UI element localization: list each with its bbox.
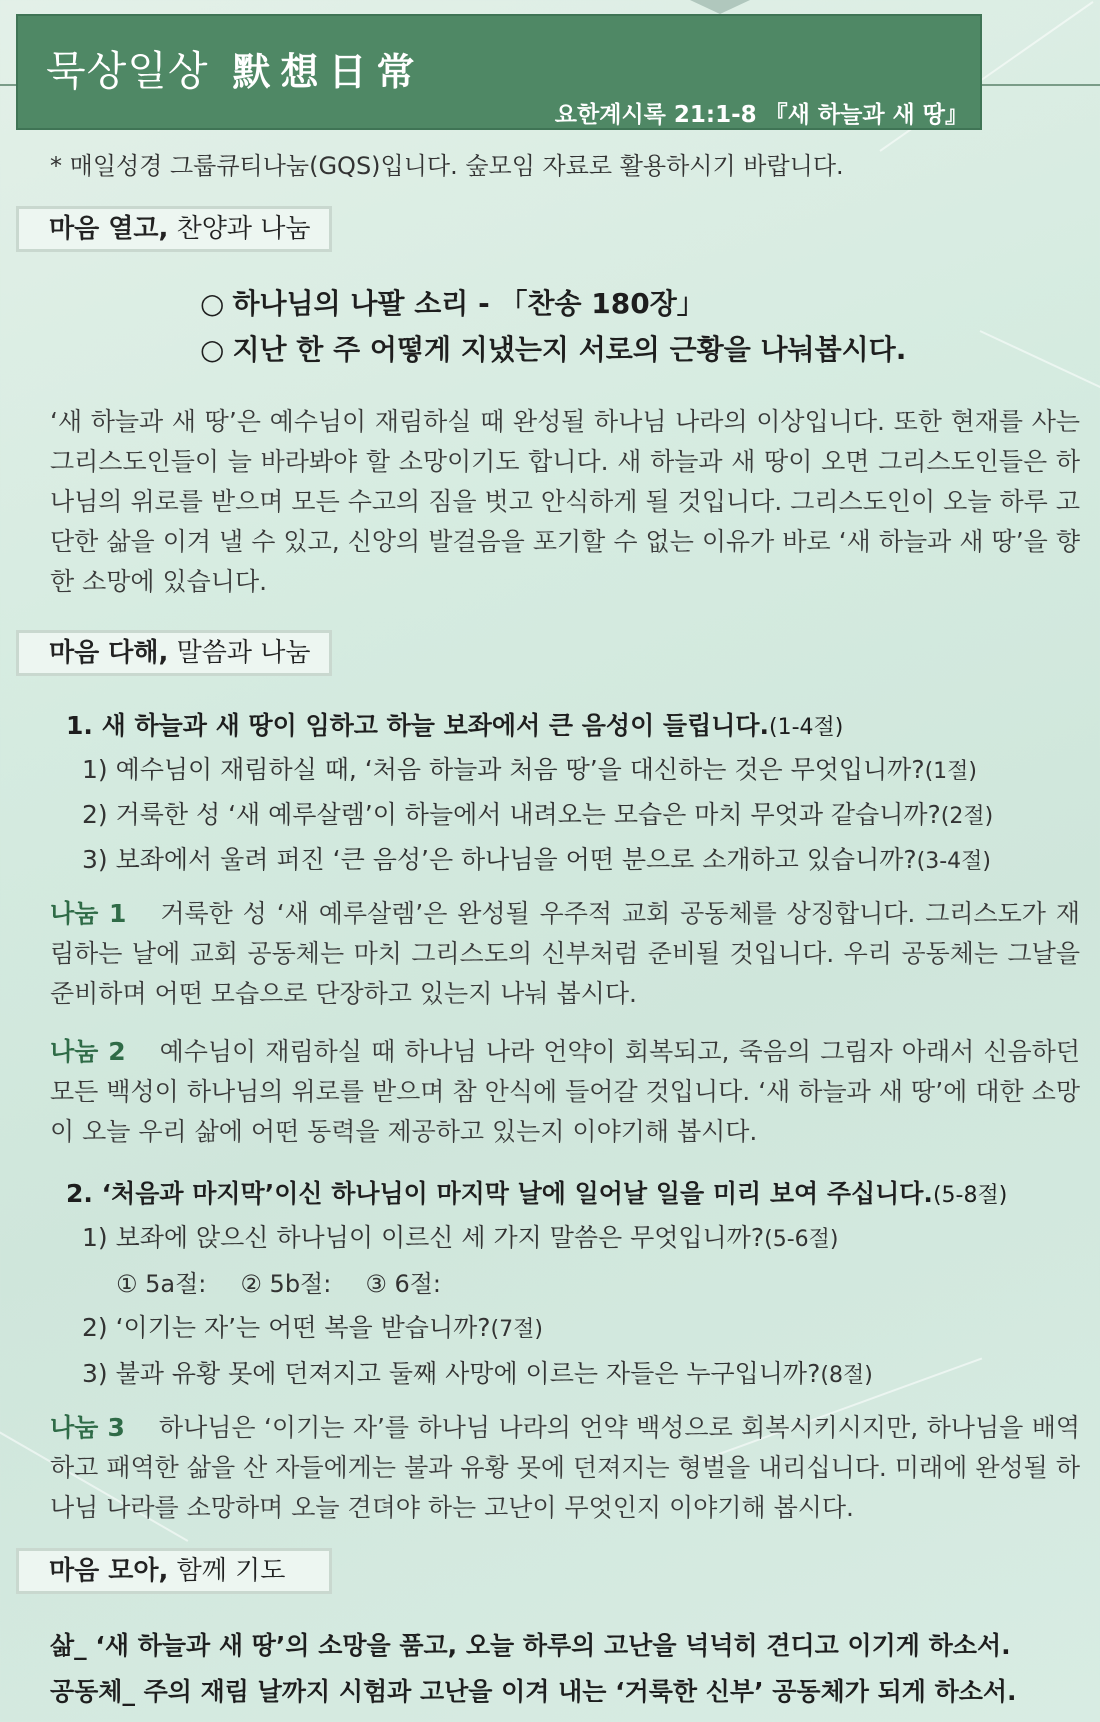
answer-options: [116, 1264, 475, 1299]
question-2-sub: [82, 1218, 838, 1254]
question-2-verse: (5-8절): [932, 1183, 1008, 1208]
sub-question-text: 2) 거룩한 성 ‘새 예루살렘’이 하늘에서 내려오는 모습은 마치 무엇과 같습니까?: [82, 800, 941, 829]
page-title: [46, 38, 424, 97]
question-2-title: [66, 1174, 1007, 1210]
sub-question-text: 1) 예수님이 재림하실 때, ‘처음 하늘과 처음 땅’을 대신하는 것은 무엇입니까?: [82, 755, 925, 784]
title-korean: 묵상일상: [46, 47, 209, 95]
section-label-bold: 마음 모아,: [49, 1556, 169, 1586]
circle-bullet-icon: ○: [200, 333, 225, 366]
section-label-bold: 마음 열고,: [49, 214, 169, 244]
section-label-open-heart: [16, 206, 332, 252]
sharing-text: 예수님이 재림하실 때 하나님 나라 언약이 회복되고, 죽음의 그림자 아래서 신음하던 모든 백성이 하나님의 위로를 받으며 참 안식에 들어갈 것입니다. ‘새 하늘과 새 땅’에 대한 소망이 오늘 우리 삶에 어떤 동력을 제공하고 있는지 이야기해 봅시다.: [50, 1037, 1080, 1146]
question-1-sub: [82, 750, 977, 786]
section-label-rest: 찬양과 나눔: [168, 214, 311, 244]
sharing-text: 하나님은 ‘이기는 자’를 하나님 나라의 언약 백성으로 회복시키시지만, 하나님을 배역하고 패역한 삶을 산 자들에게는 불과 유황 못에 던져지는 형벌을 내리십니다. 미래에 완성될 하나님 나라를 소망하며 오늘 견뎌야 하는 고난이 무엇인지 이야기해 봅시다.: [50, 1413, 1080, 1522]
section-label-rest: 말씀과 나눔: [168, 638, 311, 668]
sub-question-verse: (5-6절): [764, 1227, 839, 1252]
intro-paragraph: ‘새 하늘과 새 땅’은 예수님이 재림하실 때 완성될 하나님 나라의 이상입니다. 또한 현재를 사는 그리스도인들이 늘 바라봐야 할 소망이기도 합니다. 새 하늘과 새 땅이 오면 그리스도인들은 하나님의 위로를 받으며 모든 수고의 짐을 벗고 안식하게 될 것입니다. 그리스도인이 오늘 하루 고단한 삶을 이겨 낼 수 있고, 신앙의 발걸음을 포기할 수 없는 이유가 바로 ‘새 하늘과 새 땅’을 향한 소망에 있습니다.: [50, 407, 1080, 596]
question-1-verse: (1-4절): [769, 715, 844, 740]
title-hanja: 默想日常: [232, 49, 425, 94]
question-1-title: [66, 706, 843, 742]
circle-bullet-icon: ○: [200, 287, 225, 320]
sharing-label: 나눔 2: [50, 1037, 126, 1066]
praise-item: [200, 282, 705, 322]
sharing-2: [50, 1032, 1080, 1152]
usage-note: * 매일성경 그룹큐티나눔(GQS)입니다. 숲모임 자료로 활용하시기 바랍니다.: [50, 152, 844, 180]
sub-question-verse: (1절): [924, 759, 978, 784]
sub-question-verse: (3-4절): [916, 849, 992, 874]
prayer-line: 공동체_ 주의 재림 날까지 시험과 고난을 이겨 내는 ‘거룩한 신부’ 공동체가 되게 하소서.: [50, 1677, 1017, 1706]
sub-question-text: 3) 보좌에서 울려 퍼진 ‘큰 음성’은 하나님을 어떤 분으로 소개하고 있습니까?: [82, 845, 917, 874]
sharing-label: 나눔 3: [50, 1413, 125, 1442]
praise-item-text: 하나님의 나팔 소리 - 「찬송 180장」: [232, 287, 705, 320]
scripture-reference: 요한계시록 21:1-8 『새 하늘과 새 땅』: [554, 102, 968, 128]
question-1-text: 1. 새 하늘과 새 땅이 임하고 하늘 보좌에서 큰 음성이 들립니다.: [66, 711, 770, 740]
sub-question-text: 3) 불과 유황 못에 던져지고 둘째 사망에 이르는 자들은 누구입니까?: [82, 1359, 821, 1388]
question-2-sub: [82, 1308, 543, 1344]
sharing-3: [50, 1408, 1080, 1528]
answer-option: ③ 6절:: [365, 1270, 442, 1298]
praise-item: [200, 328, 906, 368]
praise-item-text: 지난 한 주 어떻게 지냈는지 서로의 근황을 나눠봅시다.: [232, 333, 907, 366]
answer-option: ① 5a절:: [116, 1270, 207, 1298]
question-2-sub: [82, 1354, 873, 1390]
section-label-rest: 함께 기도: [168, 1556, 286, 1586]
section-label-prayer: [16, 1548, 332, 1594]
sub-question-verse: (7절): [490, 1317, 543, 1342]
sharing-1: [50, 894, 1080, 1014]
header-banner: [16, 14, 982, 130]
question-1-sub: [82, 840, 991, 876]
prayer-line: 삶_ ‘새 하늘과 새 땅’의 소망을 품고, 오늘 하루의 고난을 넉넉히 견디고 이기게 하소서.: [50, 1631, 1011, 1660]
sub-question-verse: (2절): [940, 804, 994, 829]
sub-question-text: 2) ‘이기는 자’는 어떤 복을 받습니까?: [82, 1313, 491, 1342]
question-1-sub: [82, 795, 993, 831]
section-label-bold: 마음 다해,: [49, 638, 169, 668]
sharing-text: 거룩한 성 ‘새 예루살렘’은 완성될 우주적 교회 공동체를 상징합니다. 그리스도가 재림하는 날에 교회 공동체는 마치 그리스도의 신부처럼 준비될 것입니다. 우리 공동체는 그날을 준비하며 어떤 모습으로 단장하고 있는지 나눠 봅시다.: [50, 899, 1080, 1008]
background-shape: [690, 0, 750, 14]
sharing-label: 나눔 1: [50, 899, 127, 928]
answer-option: ② 5b절:: [240, 1270, 332, 1298]
sub-question-text: 1) 보좌에 앉으신 하나님이 이르신 세 가지 말씀은 무엇입니까?: [82, 1223, 765, 1252]
sub-question-verse: (8절): [820, 1363, 873, 1388]
question-2-text: 2. ‘처음과 마지막’이신 하나님이 마지막 날에 일어날 일을 미리 보여 주십니다.: [66, 1179, 933, 1208]
section-label-word-sharing: [16, 630, 332, 676]
